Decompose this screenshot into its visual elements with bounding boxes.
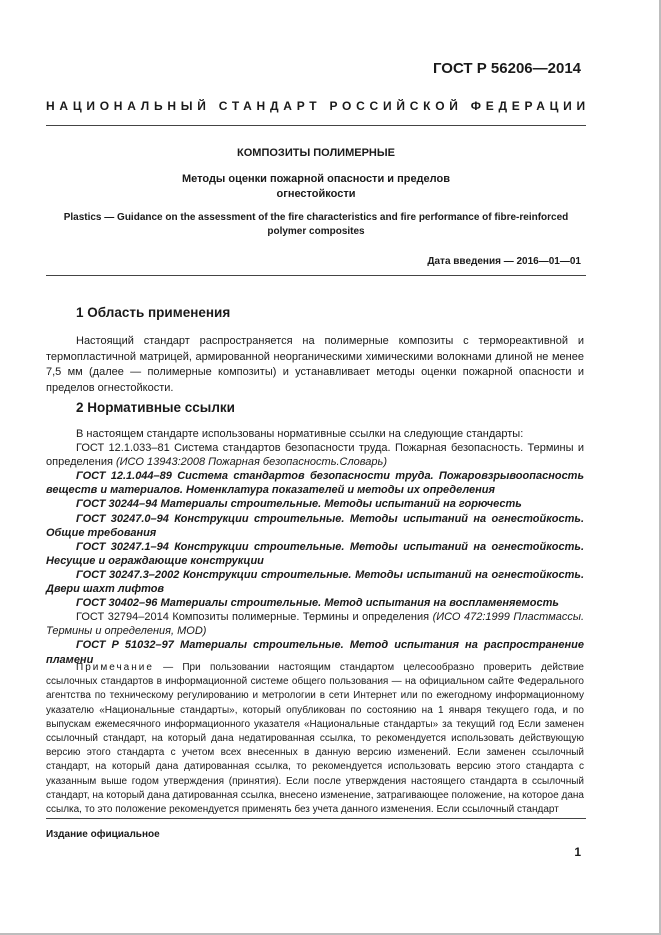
document-subtitle: Методы оценки пожарной опасности и пределов огнестойкости — [182, 173, 450, 200]
reference-item: ГОСТ 30247.0–94 Конструкции строительные. Методы испытаний на огнестойкость. Общие требования — [46, 512, 584, 539]
note-paragraph — [46, 661, 584, 817]
reference-item: ГОСТ 30402–96 Материалы строительные. Метод испытания на воспламеняемость — [76, 597, 559, 610]
national-standard-banner: НАЦИОНАЛЬНЫЙ СТАНДАРТ РОССИЙСКОЙ ФЕДЕРАЦИИ — [46, 99, 590, 113]
reference-item: ГОСТ 12.1.033–81 Система стандартов безопасности труда. Пожарная безопасность. Термины и определения (ИСО 13943:2008 Пожарная безопасность.Словарь) — [46, 442, 584, 469]
edition-label: Издание официальное — [46, 829, 160, 840]
section-1-paragraph: Настоящий стандарт распространяется на полимерные композиты с термореактивной и термопластичной матрицей, армированной неорганическими химическими волокнами длиной не менее 7,5 мм (далее — полимерные композиты) и устанавливает методы оценки пожарной опасности и пределов огнестойкости. — [46, 335, 584, 394]
standard-number: ГОСТ Р 56206—2014 — [432, 60, 581, 77]
date-divider — [46, 275, 586, 276]
note-label: Примечание — [76, 662, 154, 673]
english-title: Plastics — Guidance on the assessment of the fire characteristics and fire performance of fibre-reinforced polymer composites — [63, 212, 569, 237]
normative-references — [46, 427, 584, 667]
section-1-body — [46, 334, 584, 396]
footer-divider — [46, 818, 586, 819]
references-intro: В настоящем стандарте использованы нормативные ссылки на следующие стандарты: — [76, 428, 524, 440]
document-title: КОМПОЗИТЫ ПОЛИМЕРНЫЕ — [237, 147, 395, 159]
section-1-heading: 1 Область применения — [76, 305, 231, 320]
note-block — [46, 661, 584, 817]
section-2-heading: 2 Нормативные ссылки — [76, 400, 235, 415]
reference-item: ГОСТ 12.1.044–89 Система стандартов безопасности труда. Пожаровзрывоопасность веществ и материалов. Номенклатура показателей и методы их определения — [46, 470, 584, 497]
reference-item: ГОСТ 30244–94 Материалы строительные. Методы испытаний на горючесть — [76, 498, 522, 511]
page-number: 1 — [574, 845, 581, 859]
note-text: — При пользовании настоящим стандартом целесообразно проверить действие ссылочных стандартов в информационной системе общего пользования — на официальном сайте Федерального агентства по техническому регулированию и метрологии в сети Интернет или по ежегодному информационному указателю «Национальные стандарты», который опубликован по состоянию на 1 января текущего года, и по выпускам ежемесячного информационного указателя «Национальные стандарты» за текущий год Если заменен ссылочный стандарт, на который дана недатированная ссылка, то рекомендуется использовать действующую версию этого стандарта с учетом всех внесенных в данную версию изменений. Если заменен ссылочный стандарт, на который дана датированная ссылка, то рекомендуется использовать версию этого стандарта с указанным выше годом утверждения (принятия). Если после утверждения настоящего стандарта в ссылочный стандарт, на который дана датированная ссылка, внесено изменение, затрагивающее положение, на которое дана ссылка, то это положение рекомендуется применять без учета данного изменения. Если ссылочный стандарт — [46, 662, 584, 816]
reference-item: ГОСТ 30247.3–2002 Конструкции строительные. Методы испытаний на огнестойкость. Двери шахт лифтов — [46, 568, 584, 596]
reference-item: ГОСТ Р 51032–97 Материалы строительные. Метод испытания на распространение пламени — [46, 639, 584, 666]
header-divider — [46, 125, 586, 126]
introduction-date: Дата введения — 2016—01—01 — [427, 256, 581, 267]
reference-item: ГОСТ 32794–2014 Композиты полимерные. Термины и определения (ИСО 472:1999 Пластмассы. Термины и определения, MOD) — [46, 611, 585, 638]
reference-item: ГОСТ 30247.1–94 Конструкции строительные. Методы испытаний на огнестойкость. Несущие и ограждающие конструкции — [46, 540, 584, 567]
